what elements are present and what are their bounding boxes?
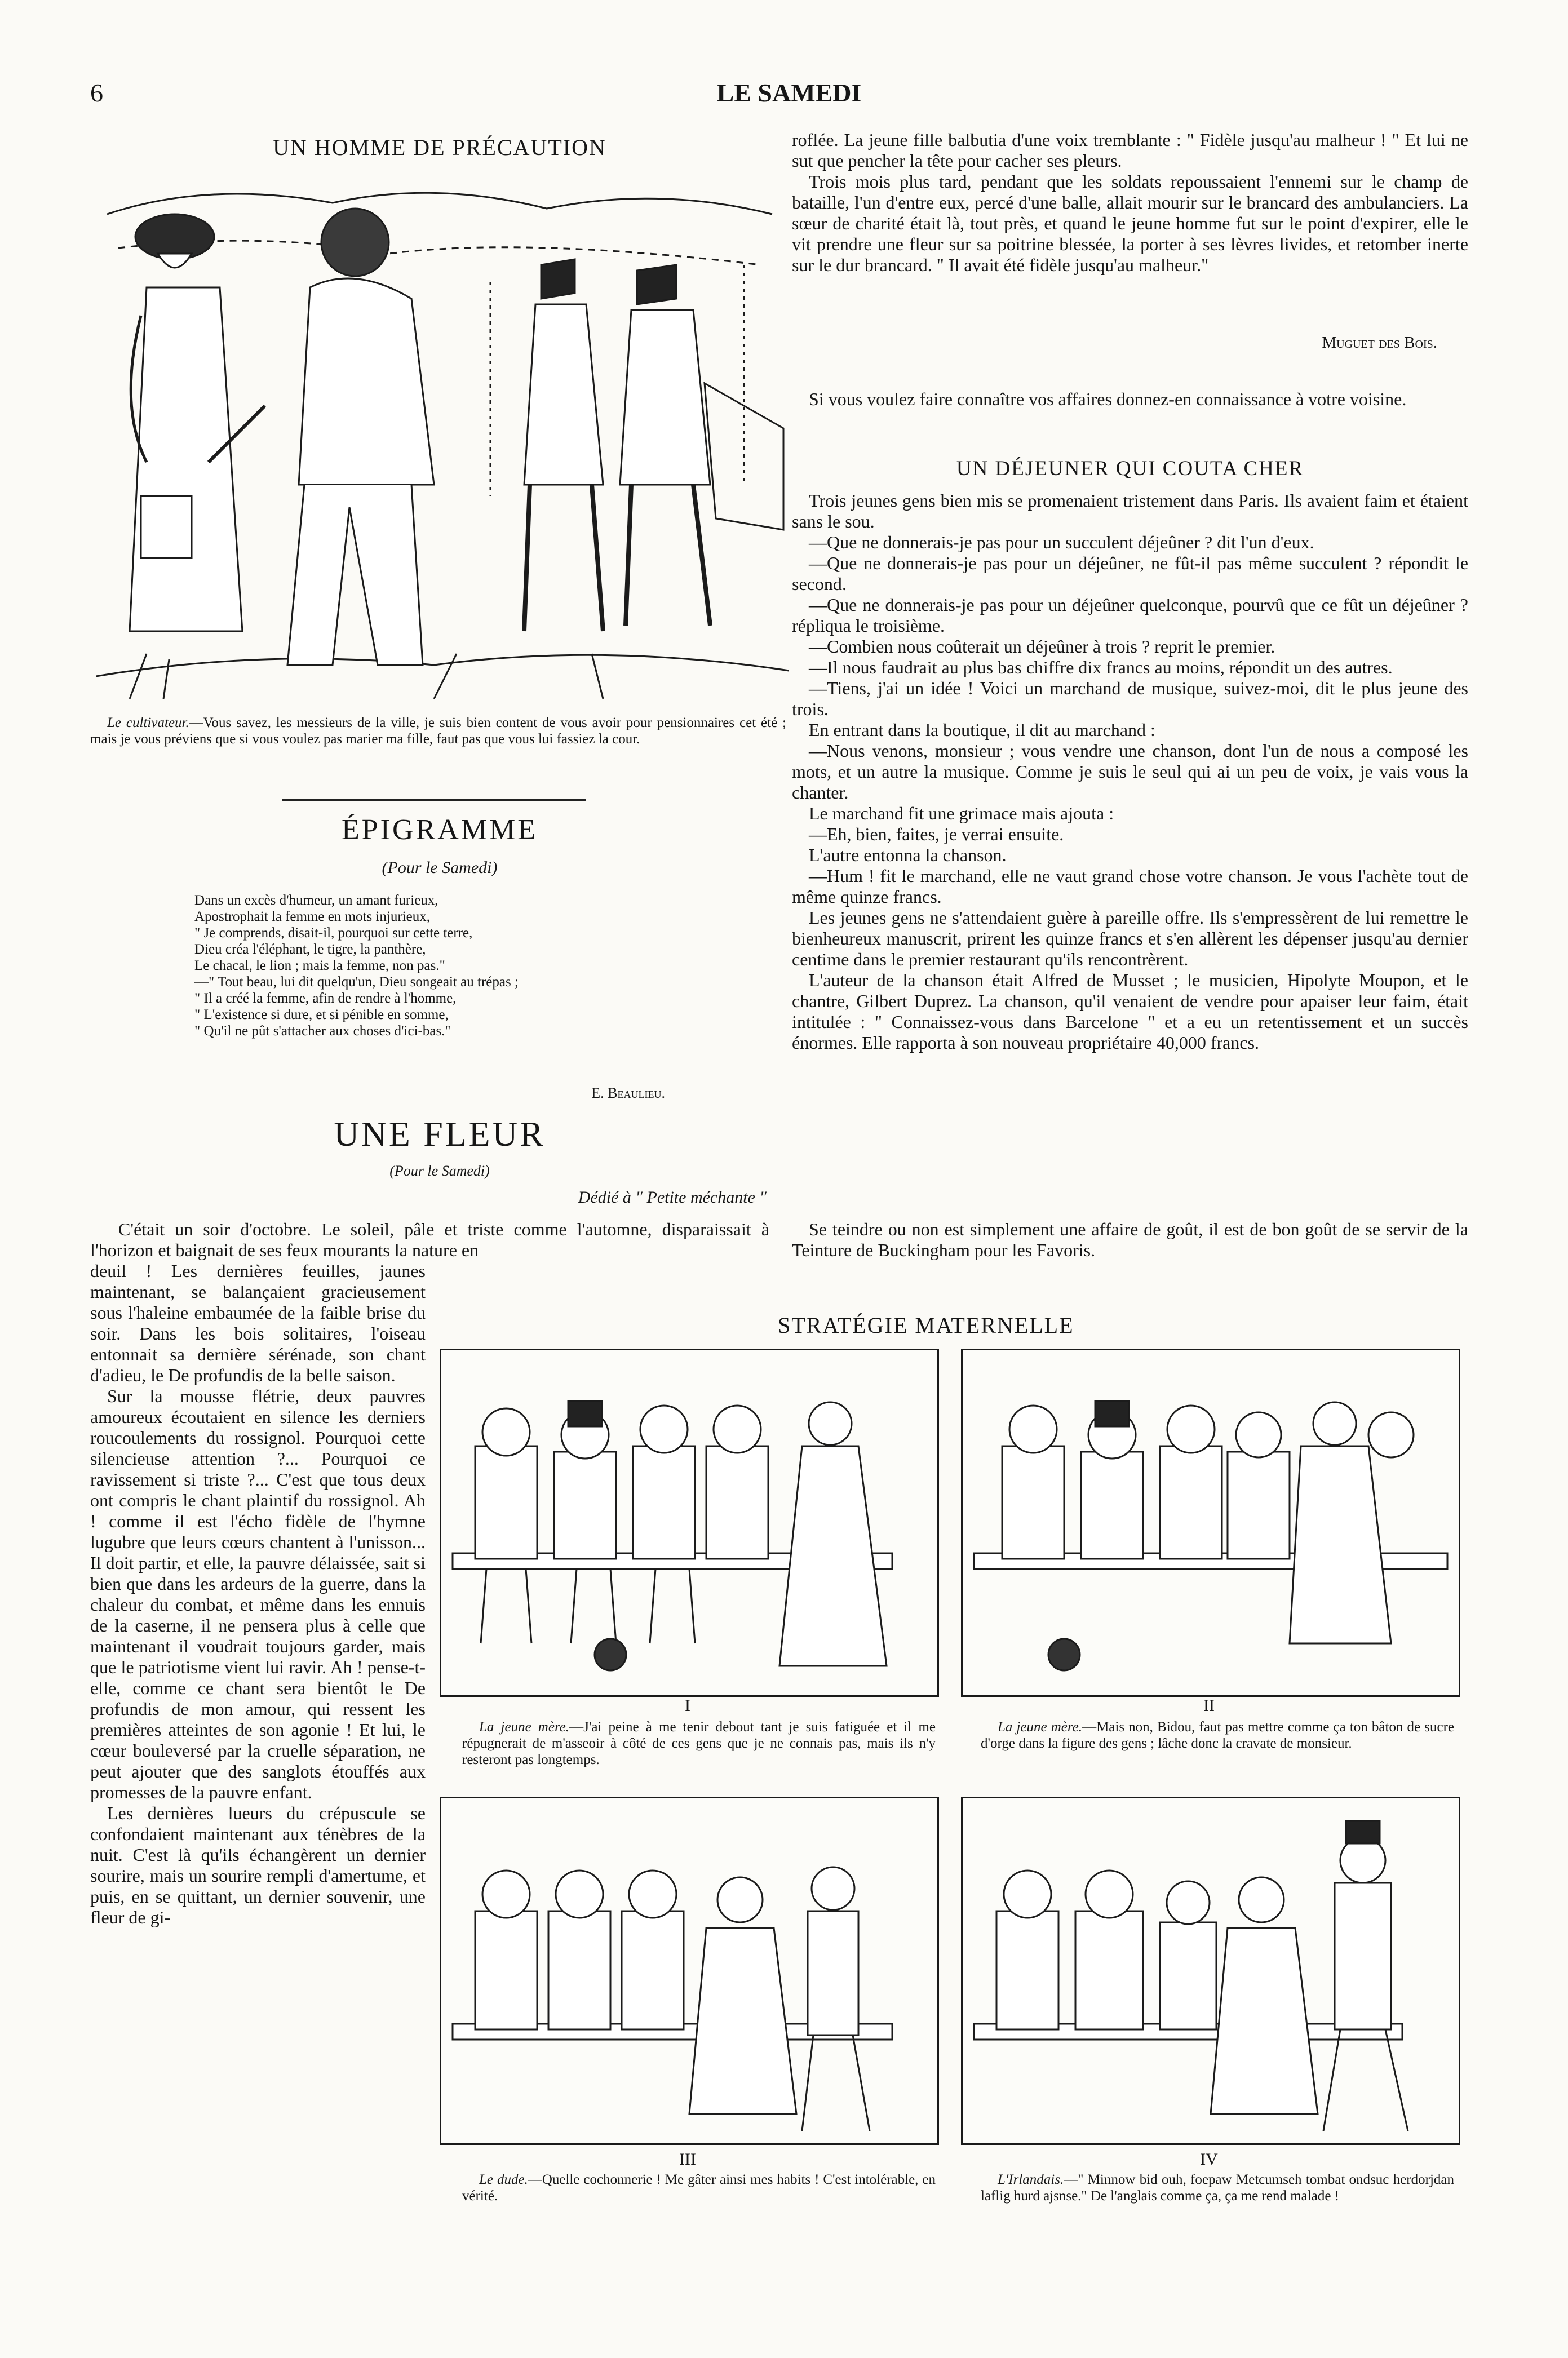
dejeuner-paragraph: L'auteur de la chanson était Alfred de Musset ; le musicien, Hipolyte Moupon, et le chantre, Gilbert Duprez. La chanson, qu'il venaient de vendre pour apaiser leur faim, était intitulée : " Connaissez-vous dans Barcelone " et a eu un retentissement et un succès énormes. Elle rapporta à son nouveau propriétaire 40,000 francs. (792, 970, 1468, 1053)
dejeuner-title: UN DÉJEUNER QUI COUTA CHER (956, 457, 1304, 480)
panel-speaker: La jeune mère. (479, 1719, 570, 1735)
fleur-cont-paragraph: Trois mois plus tard, pendant que les soldats repoussaient l'ennemi sur le champ de bataille, l'un d'entre eux, percé d'une balle, allait mourir sur le brancard des ambulanciers. La sœur de charité était là, tout près, et quand le jeune homme fut sur le point d'expirer, elle le vit prendre une fleur sur sa poitrine blessée, la porter à ses lèvres livides, et retomber inerte sur le dur brancard. " Il avait été fidèle jusqu'au malheur." (792, 171, 1468, 275)
poem-line: " Qu'il ne pût s'attacher aux choses d'ici-bas." (194, 1023, 451, 1039)
fleur-dedication: Dédié à " Petite méchante " (578, 1188, 767, 1207)
fleur-subtitle: (Pour le Samedi) (389, 1163, 490, 1179)
comic-panel-2 (961, 1349, 1460, 1697)
panel-number: II (1203, 1696, 1215, 1715)
poem-line: Dans un excès d'humeur, un amant furieux, (194, 893, 438, 908)
poem-line: Apostrophait la femme en mots injurieux, (194, 909, 430, 924)
poem-line: Dieu créa l'éléphant, le tigre, la panthère, (194, 942, 426, 957)
dejeuner-paragraph: —Tiens, j'ai un idée ! Voici un marchand de musique, suivez-moi, dit le plus jeune des trois. (792, 678, 1468, 719)
comic-illustration (441, 1350, 937, 1695)
dejeuner-paragraph: L'autre entonna la chanson. (809, 845, 1007, 865)
panel-caption (981, 2171, 1454, 2204)
panel-speaker: L'Irlandais. (998, 2172, 1064, 2187)
panel-text: —J'ai peine à me tenir debout tant je suis fatiguée et il me répugnerait de m'asseoir à côté de ces gens que je ne connais pas, mais ils n'y resteront pas longtemps. (462, 1719, 936, 1767)
dejeuner-paragraph: —Il nous faudrait au plus bas chiffre dix francs au moins, répondit un des autres. (809, 657, 1393, 677)
dejeuner-paragraph: En entrant dans la boutique, il dit au marchand : (809, 720, 1155, 740)
fleur-paragraph: Sur la mousse flétrie, deux pauvres amoureux écoutaient en silence les derniers roucoulements du rossignol. Pourquoi cette silencieuse attention ?... Pourquoi ce ravissement si triste ?... C'est que tous deux ont compris le chant plaintif du rossignol. Ah ! comme il est l'écho fidèle de l'hymne lugubre que leurs cœurs chantent à l'unisson... Il doit partir, et elle, la pauvre délaissée, sait si bien que dans les ardeurs de la guerre, dans la chaleur du combat, et même dans les ennuis de la caserne, il ne pensera plus à celle que maintenant il voudrait toujours garder, mais que le patriotisme vient lui ravir. Ah ! pense-t-elle, comme ce chant sera bientôt le De profundis de mon amour, qui ressent les premières atteintes de son agonie ! Et lui, le cœur bouleversé par la cruelle séparation, ne peut ajouter que des sanglots étouffés aux promesses de la pauvre enfant. (90, 1386, 426, 1802)
homme-title: UN HOMME DE PRÉCAUTION (273, 135, 606, 160)
comic-panel-3 (440, 1797, 939, 2145)
fleur-paragraph: deuil ! Les dernières feuilles, jaunes maintenant, se balançaient gracieusement sous l'haleine embaumée de la faible brise du soir. Dans les bois solitaires, l'oiseau entonnait sa dernière sérénade, son chant d'adieu, le De profundis de la belle saison. (90, 1261, 426, 1385)
strategie-title: STRATÉGIE MATERNELLE (778, 1313, 1074, 1338)
dejeuner-paragraph: Trois jeunes gens bien mis se promenaient tristement dans Paris. Ils avaient faim et étaient sans le sou. (792, 490, 1468, 531)
dejeuner-paragraph: —Que ne donnerais-je pas pour un déjeûner, ne fût-il pas même succulent ? répondit le second. (792, 553, 1468, 594)
divider (282, 799, 586, 801)
dejeuner-paragraph: —Combien nous coûterait un déjeûner à trois ? reprit le premier. (809, 636, 1275, 657)
poem-line: " L'existence si dure, et si pénible en somme, (194, 1007, 449, 1022)
panel-number: I (685, 1696, 690, 1715)
dejeuner-body (792, 490, 1468, 1053)
newspaper-title: LE SAMEDI (716, 78, 862, 107)
homme-caption-text: —Vous savez, les messieurs de la ville, je suis bien content de vous avoir pour pensionnaires cet été ; mais je vous préviens que si vous voulez pas marier ma fille, faut pas que vous lui fassiez la cour. (90, 715, 786, 747)
fleur-title: UNE FLEUR (334, 1115, 546, 1154)
dejeuner-paragraph: —Nous venons, monsieur ; vous vendre une chanson, dont l'un de nous a composé les mots, et un autre la musique. Comme je suis le seul qui ai un peu de voix, je vais vous la chanter. (792, 741, 1468, 803)
dejeuner-paragraph: Le marchand fit une grimace mais ajouta : (809, 803, 1114, 823)
fleur-cont-paragraph: roflée. La jeune fille balbutia d'une voix tremblante : " Fidèle jusqu'au malheur ! " Et lui ne sut que pencher la tête pour cacher ses pleurs. (792, 130, 1468, 171)
panel-caption (462, 1719, 936, 1768)
dejeuner-paragraph: —Que ne donnerais-je pas pour un succulent déjeûner ? dit l'un d'eux. (809, 532, 1314, 552)
epigramme-author: E. Beaulieu. (591, 1085, 665, 1101)
poem-line: —" Tout beau, lui dit quelqu'un, Dieu songeait au trépas ; (194, 974, 519, 990)
fleur-author: Muguet des Bois. (1322, 334, 1437, 352)
dejeuner-paragraph: —Eh, bien, faites, je verrai ensuite. (809, 824, 1064, 844)
panel-caption (462, 2171, 936, 2204)
panel-text: —Quelle cochonnerie ! Me gâter ainsi mes habits ! C'est intolérable, en vérité. (462, 2172, 936, 2204)
panel-number: IV (1200, 2150, 1218, 2169)
farmer-illustration (96, 169, 789, 704)
dejeuner-paragraph: —Hum ! fit le marchand, elle ne vaut grand chose votre chanson. Je vous l'achète tout de même quinze francs. (792, 866, 1468, 907)
epigramme-poem (194, 892, 758, 1039)
panel-caption (981, 1719, 1454, 1752)
poem-line: " Je comprends, disait-il, pourquoi sur cette terre, (194, 925, 473, 941)
ad-voisine: Si vous voulez faire connaître vos affaires donnez-en connaissance à votre voisine. (809, 389, 1407, 409)
comic-illustration (963, 1350, 1459, 1695)
epigramme-subtitle: (Pour le Samedi) (382, 858, 498, 877)
panel-number: III (679, 2150, 696, 2169)
page-number: 6 (90, 78, 103, 107)
homme-caption (90, 715, 786, 747)
fleur-intro: C'était un soir d'octobre. Le soleil, pâle et triste comme l'automne, disparaissait à l'horizon et baignait de ses feux mourants la nature en (90, 1219, 769, 1260)
poem-line: " Il a créé la femme, afin de rendre à l'homme, (194, 991, 457, 1006)
homme-caption-speaker: Le cultivateur. (107, 715, 189, 730)
poem-line: Le chacal, le lion ; mais la femme, non pas." (194, 958, 445, 973)
panel-text: —" Minnow bid ouh, foepaw Metcumseh tombat ondsuc herdorjdan laflig hurd ajsnse." De l'anglais comme ça, ça me rend malade ! (981, 2172, 1454, 2204)
comic-illustration (963, 1798, 1459, 2143)
comic-panel-1 (440, 1349, 939, 1697)
ad-buckingham: Se teindre ou non est simplement une affaire de goût, il est de bon goût de se servir de la Teinture de Buckingham pour les Favoris. (792, 1219, 1468, 1260)
dejeuner-paragraph: —Que ne donnerais-je pas pour un déjeûner quelconque, pourvû que ce fût un déjeûner ? répliqua le troisième. (792, 595, 1468, 636)
panel-text: —Mais non, Bidou, faut pas mettre comme ça ton bâton de sucre d'orge dans la figure des gens ; lâche donc la cravate de monsieur. (981, 1719, 1455, 1751)
panel-speaker: Le dude. (479, 2172, 528, 2187)
comic-panel-4 (961, 1797, 1460, 2145)
panel-speaker: La jeune mère. (998, 1719, 1083, 1735)
fleur-column (90, 1261, 426, 1928)
fleur-continuation (792, 130, 1468, 276)
comic-illustration (441, 1798, 937, 2143)
dejeuner-paragraph: Les jeunes gens ne s'attendaient guère à pareille offre. Ils s'empressèrent de lui remettre le bienheureux manuscrit, prirent les quinze francs et s'en allèrent les dépenser jusqu'au dernier centime dans le premier restaurant qu'ils rencontrèrent. (792, 907, 1468, 969)
epigramme-title: ÉPIGRAMME (341, 814, 538, 846)
fleur-paragraph: Les dernières lueurs du crépuscule se confondaient maintenant aux ténèbres de la nuit. C'est là qu'ils échangèrent un dernier sourire, mais un sourire rempli d'amertume, et puis, en se quittant, un dernier souvenir, une fleur de gi- (90, 1803, 426, 1927)
